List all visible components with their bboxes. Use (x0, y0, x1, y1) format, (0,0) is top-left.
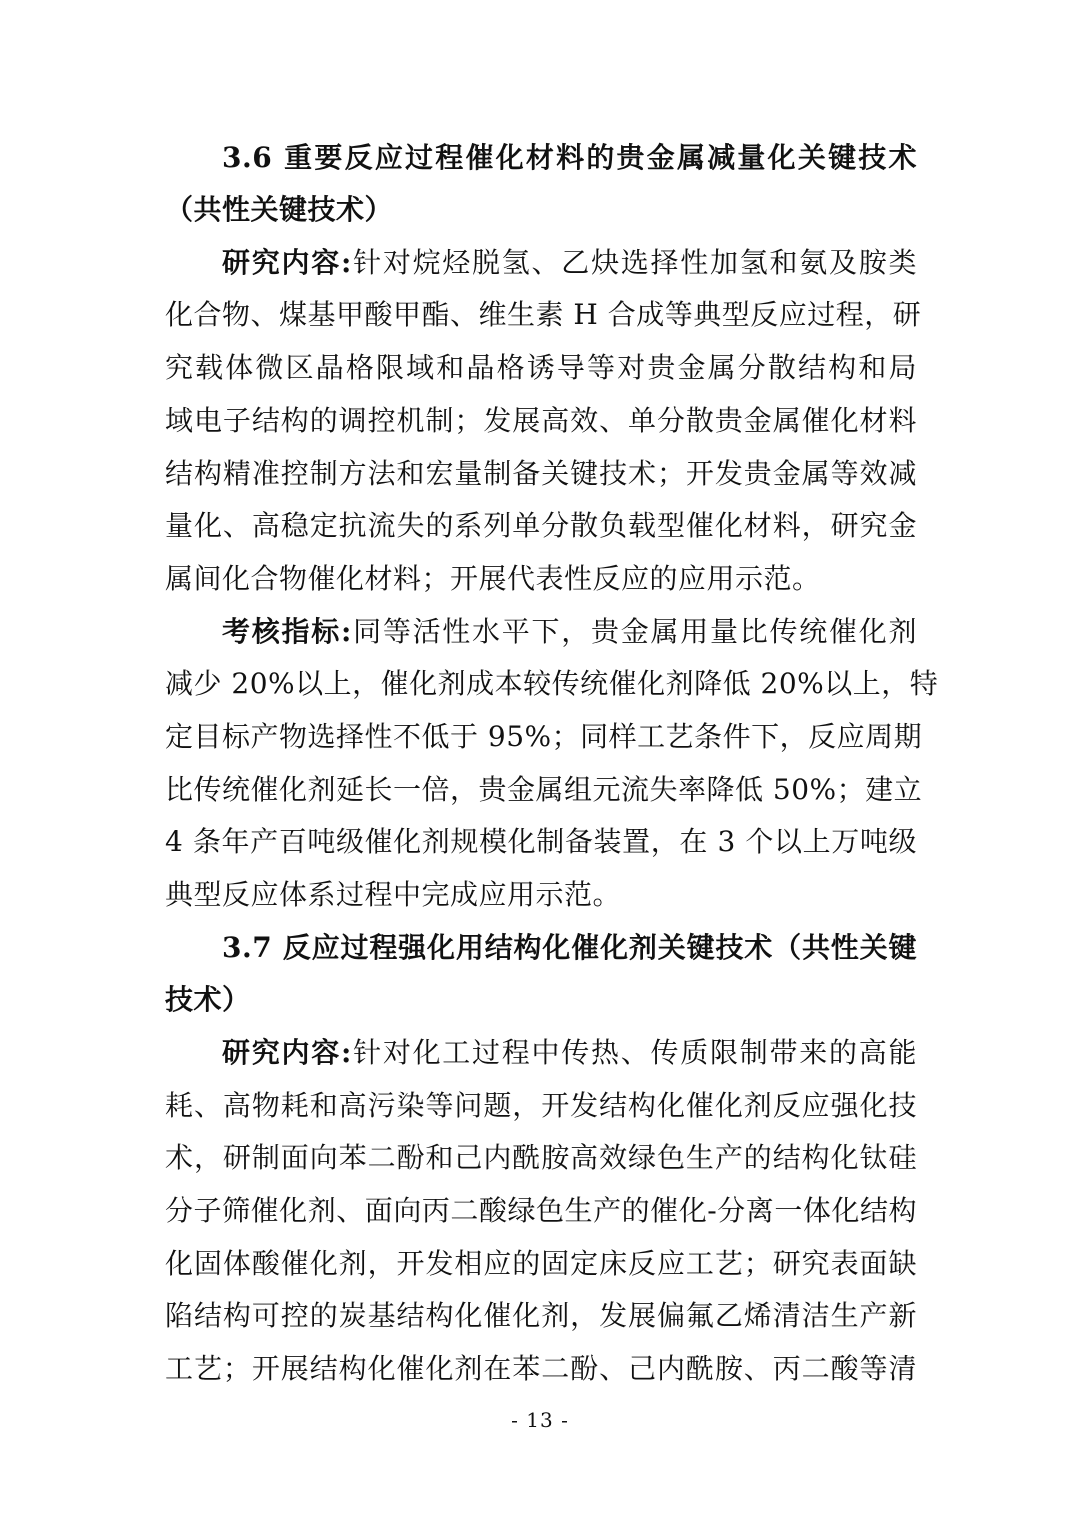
section-3-6-assessment-line-4: 比传统催化剂延长一倍，贵金属组元流失率降低 50%；建立 (165, 773, 923, 806)
section-3-7-heading-line-1: 3.7 反应过程强化用结构化催化剂关键技术（共性关键 (222, 931, 917, 964)
research-content-text: 针对化工过程中传热、传质限制带来的高能 (351, 1036, 917, 1069)
research-content-label: 研究内容: (222, 1036, 352, 1069)
section-3-7-research-line-5: 化固体酸催化剂，开发相应的固定床反应工艺；研究表面缺 (165, 1247, 917, 1280)
section-3-6-research-line-1 (222, 243, 917, 283)
section-3-6-assessment-line-2: 减少 20%以上，催化剂成本较传统催化剂降低 20%以上，特 (165, 667, 939, 700)
research-content-text: 针对烷烃脱氢、乙炔选择性加氢和氨及胺类 (351, 246, 917, 279)
section-3-6-research-line-2: 化合物、煤基甲酸甲酯、维生素 H 合成等典型反应过程，研 (165, 298, 922, 331)
page-number: - 13 - (511, 1408, 569, 1432)
section-3-6-research-line-6: 量化、高稳定抗流失的系列单分散负载型催化材料，研究金 (165, 509, 917, 542)
section-3-6-heading-line-1: 3.6 重要反应过程催化材料的贵金属减量化关键技术 (222, 141, 917, 174)
section-3-7-research-line-7: 工艺；开展结构化催化剂在苯二酚、己内酰胺、丙二酸等清 (165, 1352, 917, 1385)
section-3-6-research-line-4: 域电子结构的调控机制；发展高效、单分散贵金属催化材料 (165, 404, 917, 437)
section-3-6-research-line-5: 结构精准控制方法和宏量制备关键技术；开发贵金属等效减 (165, 457, 917, 490)
assessment-label: 考核指标: (222, 615, 352, 648)
assessment-text: 同等活性水平下，贵金属用量比传统催化剂 (351, 615, 917, 648)
section-3-7-research-line-3: 术，研制面向苯二酚和己内酰胺高效绿色生产的结构化钛硅 (165, 1141, 917, 1174)
section-3-6-assessment-line-3: 定目标产物选择性不低于 95%；同样工艺条件下，反应周期 (165, 720, 923, 753)
section-3-6-heading-line-2: （共性关键技术） (165, 193, 394, 226)
section-3-7-research-line-4: 分子筛催化剂、面向丙二酸绿色生产的催化-分离一体化结构 (165, 1194, 917, 1227)
section-3-7-research-line-1 (222, 1033, 917, 1073)
section-3-7-heading-line-2: 技术） (165, 983, 251, 1016)
section-3-6-research-line-7: 属间化合物催化材料；开展代表性反应的应用示范。 (165, 562, 821, 595)
section-3-7-research-line-2: 耗、高物耗和高污染等问题，开发结构化催化剂反应强化技 (165, 1089, 917, 1122)
section-3-6-research-line-3: 究载体微区晶格限域和晶格诱导等对贵金属分散结构和局 (165, 351, 917, 384)
section-3-6-assessment-line-5: 4 条年产百吨级催化剂规模化制备装置，在 3 个以上万吨级 (165, 825, 917, 858)
research-content-label: 研究内容: (222, 246, 352, 279)
section-3-7-research-line-6: 陷结构可控的炭基结构化催化剂，发展偏氟乙烯清洁生产新 (165, 1299, 917, 1332)
section-3-6-assessment-line-1 (222, 612, 917, 652)
section-3-6-assessment-line-6: 典型反应体系过程中完成应用示范。 (165, 878, 622, 911)
